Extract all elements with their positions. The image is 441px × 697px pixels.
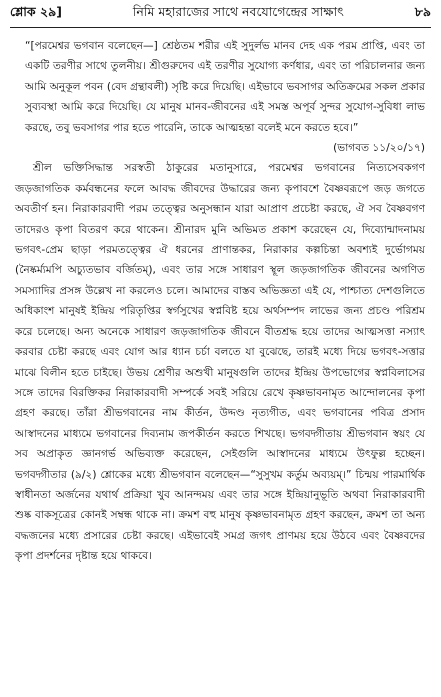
quote-citation: (ভাগবত ১১/২০/১৭) xyxy=(333,142,425,155)
header-divider xyxy=(10,27,431,28)
quote-text: “[পরমেশ্বর ভগবান বলেছেন—] শ্রেষ্ঠতম শরীর এই সুদুর্লভ মানব দেহ এক পরম প্রাপ্তি, এবং তা একটি তরণীর সাথে তুলনীয়। শ্রীগুরুদেব এই তরণীর সুযোগ্য কর্ণধার, এবং তা পরিচালনার জন্য আমি অনুকূল পবন (বেদ গ্রন্থাবলী) সৃষ্টি করে দিয়েছি। এইভাবে ভবসাগর অতিক্রমের সকল প্রকার সুব্যবস্থা আমি করে দিয়েছি। যে মানুষ মানব-জীবনের এই সমস্ত অপূর্ব সুন্দর সুযোগ-সুবিধা লাভ করছে, তবু ভবসাগর পার হতে পারেনি, তাকে আত্মহন্তা বলেই মনে করতে হবে।” xyxy=(25,40,425,134)
page-body xyxy=(15,36,425,567)
page-number: ৮৯ xyxy=(414,4,431,19)
verse-reference: শ্লোক ২৯] xyxy=(10,4,62,19)
purport-paragraph: শ্রীল ভক্তিসিদ্ধান্ত সরস্বতী ঠাকুরের মতানুসারে, পরমেশ্বর ভগবানের নিত্যসেবকগণ জড়জাগতিক কর্মবন্ধনের ফলে আবদ্ধ জীবদের উদ্ধারের জন্য কৃপাবশে বৈষ্ণবরূপে জড় জগতে অবতীর্ণ হন। নিরাকারবাদী পরম তত্ত্বের অনুসন্ধান যারা আপ্রাণ প্রচেষ্টা করছে, ঐ সব বৈষ্ণবগণ তাদেরও কৃপা বিতরণ করে থাকেন। শ্রীনারদ মুনি অভিমত প্রকাশ করেছেন যে, দিব্যোন্মাদনাময় ভগবৎ-প্রেম ছাড়া পরমতত্ত্বের ঐ ধরনের প্রাণান্তকর, নিরাকার কল্পচিন্তা অবশ্যই দুর্ভোগময় (নৈষ্কর্ম্যমপি অচ্যুতভাব বর্জিতম্), এবং তার সঙ্গে সাধারণ স্থূল জড়জাগতিক জীবনের অগণিত সমস্যাদির প্রসঙ্গ উল্লেখ না করলেও চলে। আমাদের বাস্তব অভিজ্ঞতা এই যে, পাশ্চাত্য দেশগুলিতে অধিকাংশ মানুষই ইন্দ্রিয় পরিতৃপ্তির স্বর্গসুখের স্বপ্নবিষ্ট হয়ে অর্থসম্পদ লাভের জন্য প্রচণ্ড পরিশ্রম করে চলেছে। অন্য অনেকে সাধারণ জড়জাগতিক জীবনে বীতশ্রদ্ধ হয়ে তাদের আত্মসত্তা নস্যাৎ করবার চেষ্টা করছে এবং যোগ আর ধ্যান চর্চা বলতে যা বুঝেছে, তারই মধ্যে দিয়ে ভগবৎ-সত্তার মাঝে বিলীন হতে চাইছে। উভয় শ্রেণীর অশুখী মানুষগুলি তাদের ইন্দ্রিয় উপভোগের স্বপ্নবিলাসের সঙ্গে তাদের বিরক্তিকর নিরাকারবাদী সম্পর্কে সবই সরিয়ে রেখে কৃষ্ণভাবনামৃত আন্দোলনের কৃপা গ্রহণ করছে। তাঁরা শ্রীভগবানের নাম কীর্তন, উদ্দণ্ড নৃত্যগীত, এবং ভগবানের পবিত্র প্রসাদ আস্বাদনের মাধ্যমে ভগবানের দিব্যনাম জপকীর্তন করতে শিখছে। ভগবদ্গীতায় শ্রীভগবান স্বয়ং যে সব অপ্রাকৃত জ্ঞানগর্ভ অভিব্যক্ত করেছেন, সেইগুলি আস্বাদনের মাধ্যমে উৎফুল্ল হচ্ছেন। ভগবদ্গীতার (৯/২) শ্লোকের মধ্যে শ্রীভগবান বলেছেন—“সুসুখম কর্তুম অব্যয়ম্।” চিন্ময় পারমার্থিক স্বাধীনতা অর্জনের যথার্থ প্রক্রিয়া খুব আনন্দময় এবং তার সঙ্গে ইন্দ্রিয়ানুভূতি অথবা নিরাকারবাদী শুষ্ক বাকসূত্রের কোনই সম্বন্ধ থাকে না। ক্রমশ বহু মানুষ কৃষ্ণভাবনামৃত গ্রহণ করছেন, ক্রমশ তা অন্য বদ্ধজনের মধ্যে প্রসারের চেষ্টা করছে। এইভাবেই সমগ্র জগৎ প্রাণময় হয়ে উঠবে এবং বৈষ্ণবদের কৃপা প্রদর্শনের দৃষ্টান্ত হয়ে থাকবে। xyxy=(15,162,425,563)
quoted-verse-translation xyxy=(15,36,425,158)
chapter-title: নিমি মহারাজের সাথে নবযোগেন্দ্রের সাক্ষাৎ xyxy=(132,4,344,19)
page-header xyxy=(10,2,431,26)
